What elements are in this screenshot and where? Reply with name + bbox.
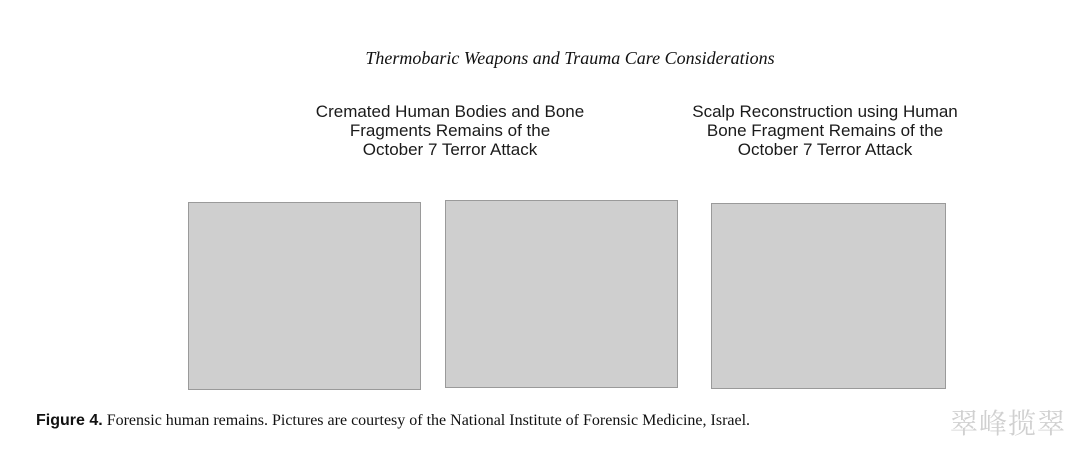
- photo-panel-1: [188, 202, 421, 390]
- caption-line: Scalp Reconstruction using Human: [692, 102, 958, 121]
- right-panel-caption: [680, 102, 970, 159]
- running-header: Thermobaric Weapons and Trauma Care Considerations: [365, 48, 775, 68]
- caption-line: October 7 Terror Attack: [362, 140, 538, 159]
- watermark: 翠峰揽翠: [949, 407, 1066, 440]
- caption-line: Fragments Remains of the: [349, 121, 551, 140]
- figure-label: Figure 4.: [36, 412, 103, 429]
- photo-panel-3: [711, 203, 946, 389]
- left-panel-caption: [300, 102, 600, 159]
- figure-caption: [36, 412, 750, 430]
- caption-line: Cremated Human Bodies and Bone: [315, 102, 585, 121]
- figure-caption-text: Forensic human remains. Pictures are courtesy of the National Institute of Forensic Medicine, Israel.: [106, 412, 751, 429]
- photo-panel-2: [445, 200, 678, 388]
- caption-line: Bone Fragment Remains of the: [706, 121, 944, 140]
- caption-line: October 7 Terror Attack: [737, 140, 913, 159]
